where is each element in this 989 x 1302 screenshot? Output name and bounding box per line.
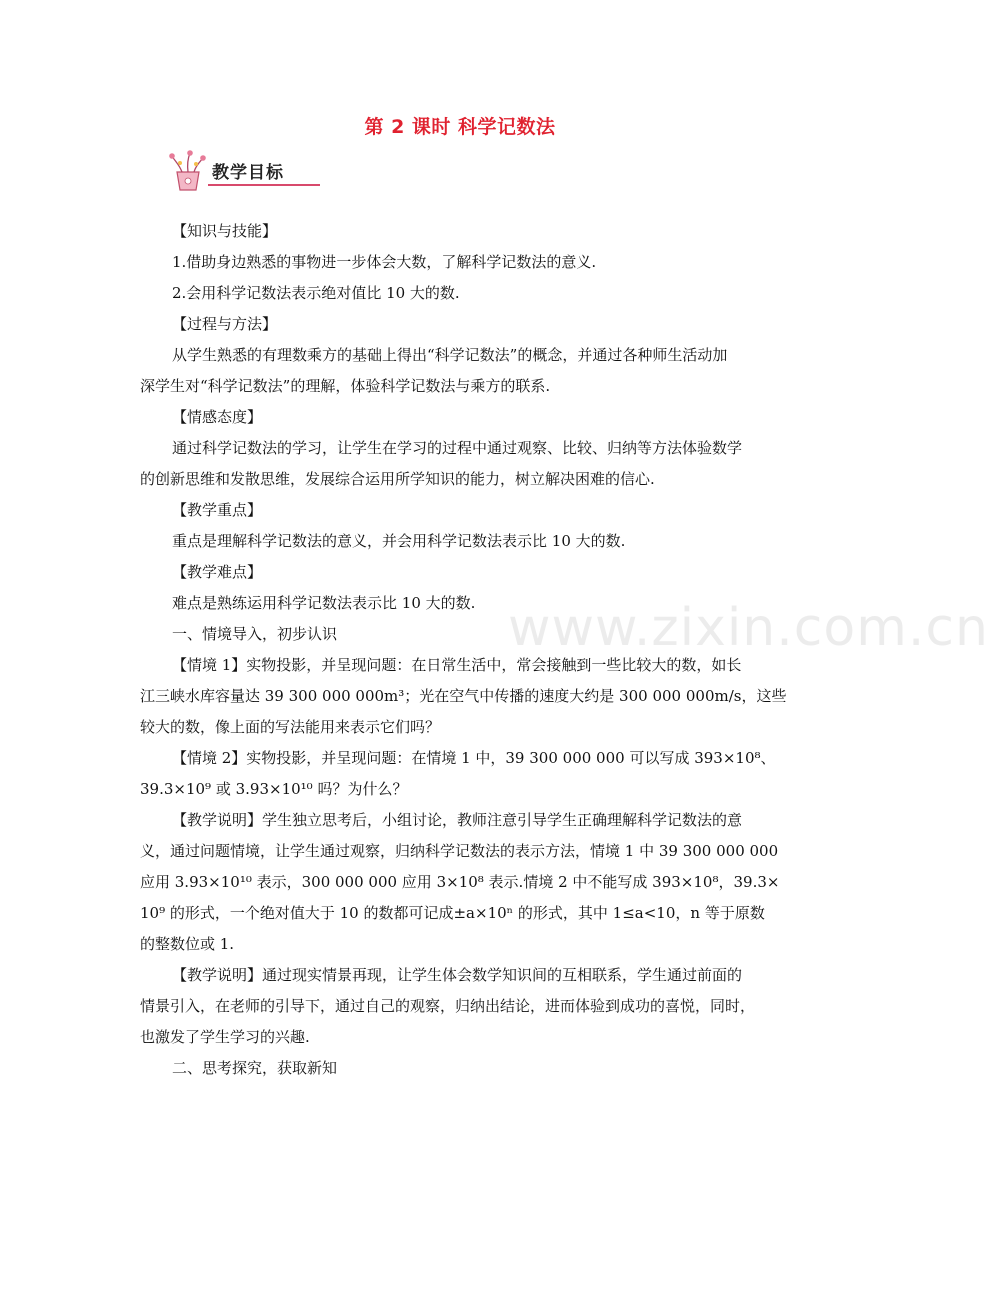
text-line: 重点是理解科学记数法的意义，并会用科学记数法表示比 10 大的数. (172, 532, 626, 550)
text-line: 2.会用科学记数法表示绝对值比 10 大的数. (172, 284, 460, 302)
page-title: 第 2 课时 科学记数法 (364, 116, 556, 138)
text-line: 【教学重点】 (172, 501, 263, 519)
watermark: www.zixin.com.cn (508, 598, 989, 658)
text-line: 【知识与技能】 (172, 222, 278, 240)
text-line: 【教学难点】 (172, 563, 263, 581)
text-line: 通过科学记数法的学习，让学生在学习的过程中通过观察、比较、归纳等方法体验数学 (172, 439, 743, 457)
flower-pot-icon (168, 150, 208, 194)
text-line: 39.3×10⁹ 或 3.93×10¹⁰ 吗？为什么？ (140, 780, 408, 798)
text-line: 深学生对“科学记数法”的理解，体验科学记数法与乘方的联系. (140, 377, 551, 395)
text-line: 难点是熟练运用科学记数法表示比 10 大的数. (172, 594, 476, 612)
text-line: 应用 3.93×10¹⁰ 表示，300 000 000 应用 3×10⁸ 表示.情境 2 中不能写成 393×10⁸，39.3× (140, 873, 780, 891)
text-line: 【情感态度】 (172, 408, 263, 426)
banner-underline (208, 184, 320, 186)
text-line: 较大的数，像上面的写法能用来表示它们吗？ (140, 718, 441, 736)
text-line: 也激发了学生学习的兴趣. (140, 1028, 310, 1046)
text-line: 10⁹ 的形式，一个绝对值大于 10 的数都可记成±a×10ⁿ 的形式，其中 1≤a<10，n 等于原数 (140, 904, 765, 922)
text-line: 江三峡水库容量达 39 300 000 000m³；光在空气中传播的速度大约是 300 000 000m/s，这些 (140, 687, 787, 705)
text-line: 【过程与方法】 (172, 315, 278, 333)
text-line: 1.借助身边熟悉的事物进一步体会大数，了解科学记数法的意义. (172, 253, 597, 271)
section-banner-label: 教学目标 (212, 163, 284, 183)
text-line: 的整数位或 1. (140, 935, 235, 953)
text-line: 从学生熟悉的有理数乘方的基础上得出“科学记数法”的概念，并通过各种师生活动加 (172, 346, 728, 364)
text-line: 【情境 2】实物投影，并呈现问题：在情境 1 中，39 300 000 000 可以写成 393×10⁸、 (172, 749, 776, 767)
text-line: 【情境 1】实物投影，并呈现问题：在日常生活中，常会接触到一些比较大的数，如长 (172, 656, 742, 674)
text-line: 【教学说明】学生独立思考后，小组讨论，教师注意引导学生正确理解科学记数法的意 (172, 811, 743, 829)
text-line: 二、思考探究，获取新知 (172, 1059, 338, 1077)
text-line: 义，通过问题情境，让学生通过观察，归纳科学记数法的表示方法，情境 1 中 39 300 000 000 (140, 842, 779, 860)
text-line: 一、情境导入，初步认识 (172, 625, 338, 643)
text-line: 的创新思维和发散思维，发展综合运用所学知识的能力，树立解决困难的信心. (140, 470, 655, 488)
text-line: 【教学说明】通过现实情景再现，让学生体会数学知识间的互相联系，学生通过前面的 (172, 966, 743, 984)
text-line: 情景引入，在老师的引导下，通过自己的观察，归纳出结论，进而体验到成功的喜悦，同时， (140, 997, 756, 1015)
section-banner (168, 150, 318, 194)
